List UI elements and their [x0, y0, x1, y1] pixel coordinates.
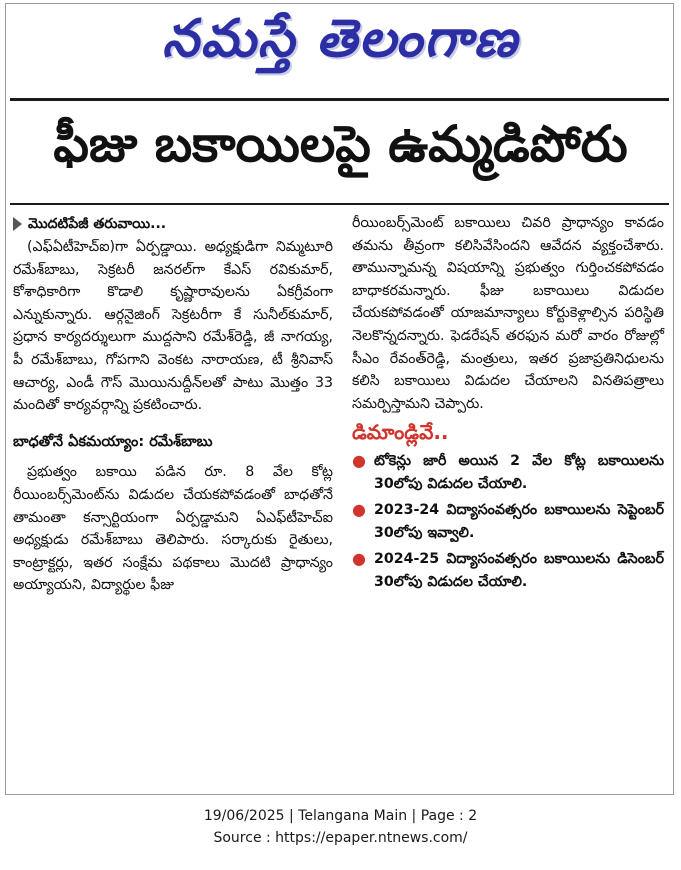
- kicker-label: మొదటిపేజీ తరువాయి...: [28, 215, 167, 232]
- demands-heading: డిమాండ్లివే..: [352, 420, 449, 445]
- article-paragraph: ప్రభుత్వం బకాయి పడిన రూ. 8 వేల కోట్ల రీయింబర్స్‌మెంట్‌ను విడుదల చేయకపోవడంతో బాధతోనే తామంతా కన్సార్టియంగా ఏర్పడ్డామని ఏఎఫ్‌టీహెచ్ఐ అధ్యక్షుడు రమేశ్‌బాబు తెలిపారు. సర్కారుకు రైతులు, కాంట్రాక్టర్లు, ఇతర సంక్షేమ పథకాలు మొదటి ప్రాధాన్యం అయ్యాయని, విద్యార్థుల ఫీజు: [13, 464, 333, 594]
- article-headline: ఫీజు బకాయిలపై ఉమ్మడిపోరు: [53, 115, 628, 173]
- headline-divider: [10, 203, 669, 205]
- demand-item: [352, 450, 664, 495]
- demand-text: 2024-25 విద్యాసంవత్సరం బకాయిలను డిసెంబర్ 30లోపు విడుదల చేయాలి.: [373, 551, 664, 590]
- article-column-right: [352, 212, 664, 598]
- demand-text: టోకెన్లు జారీ అయిన 2 వేల కోట్ల బకాయిలను 30లోపు విడుదల చేయాలి.: [373, 452, 664, 492]
- footer-dateline: 19/06/2025 | Telangana Main | Page : 2: [203, 808, 478, 824]
- arrow-right-icon: [13, 217, 22, 231]
- article-paragraph: రీయింబర్స్‌మెంట్ బకాయిలు చివరి ప్రాధాన్యం కావడం తమను తీవ్రంగా కలిసివేసిందని ఆవేదన వ్యక్తంచేశారు. తామున్నామన్న విషయాన్ని ప్రభుత్వం గుర్తించకపోవడం బాధాకరమన్నారు. ఫీజు బకాయిలు విడుదల చేయకపోవడంతో యాజమాన్యాలు కోర్టుకెళ్లాల్సిన పరిస్థితి నెలకొన్నదన్నారు. ఫెడరేషన్ తరఫున మరో వారం రోజుల్లో సీఎం రేవంత్‌రెడ్డి, మంత్రులు, ఇతర ప్రజాప్రతినిధులను కలిసి బకాయిలు విడుదల చేయాలని వినతిపత్రాలు సమర్పిస్తామని చెప్పారు.: [352, 215, 664, 412]
- article-column-left: [13, 212, 333, 597]
- continuation-kicker: [13, 212, 333, 236]
- article-subhead: బాధతోనే ఏకమయ్యాం: రమేశ్‌బాబు: [13, 433, 213, 450]
- demand-text: 2023-24 విద్యాసంవత్సరం బకాయిలను సెప్టెంబర్ 30లోపు ఇవ్వాలి.: [373, 502, 664, 541]
- demand-item: [352, 548, 664, 593]
- newspaper-masthead: నమస్తే తెలంగాణ: [162, 8, 519, 69]
- bullet-icon: ●: [352, 500, 366, 520]
- bullet-icon: ●: [352, 450, 366, 470]
- footer-source: Source : https://epaper.ntnews.com/: [213, 830, 468, 846]
- article-paragraph: (ఎఫ్ఏటీహెచ్ఐ)గా ఏర్పడ్డాయి. అధ్యక్షుడిగా నిమ్మటూరి రమేశ్‌బాబు, సెక్రటరీ జనరల్‌గా కేఎస్ రవికుమార్, కోశాధికారిగా కొడాలి కృష్ణారావులను ఏకగ్రీవంగా ఎన్నుకున్నారు. ఆర్గనైజింగ్ సెక్రటరీగా కే సునీల్‌కుమార్, ప్రధాన కార్యదర్శులుగా ముద్దసాని రమేశ్‌రెడ్డి, జీ నాగయ్య, పీ రమేశ్‌బాబు, గోపగాని వెంకట నారాయణ, టీ శ్రీనివాస్ ఆచార్య, ఎండీ గౌస్ మొయినుద్దీన్‌లతో పాటు మొత్తం 33 మందితో కార్యవర్గాన్ని ప్రకటించారు.: [13, 239, 333, 414]
- bullet-icon: ●: [352, 549, 366, 569]
- demand-item: [352, 499, 664, 544]
- masthead-divider: [10, 98, 669, 101]
